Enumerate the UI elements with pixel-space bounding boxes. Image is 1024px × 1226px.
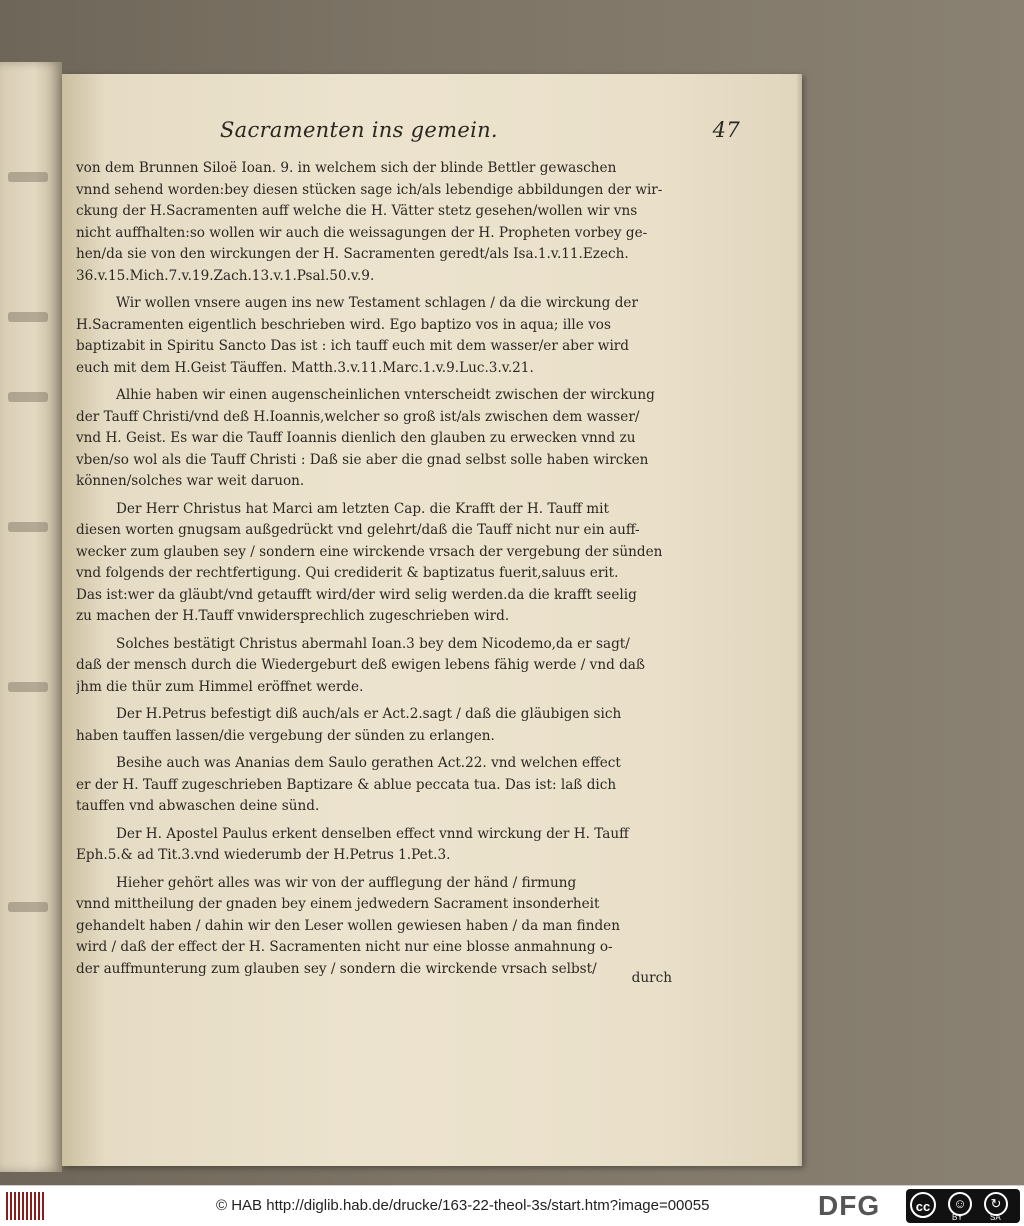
text-line: Der H. Apostel Paulus erkent denselben effect vnnd wirckung der H. Tauff <box>116 825 629 842</box>
catchword: durch <box>631 970 672 986</box>
ink-bleed <box>8 312 48 322</box>
paragraph <box>76 499 676 628</box>
text-line: Eph.5.& ad Tit.3.vnd wiederumb der H.Petrus 1.Pet.3. <box>76 847 451 863</box>
text-line: Wir wollen vnsere augen ins new Testament schlagen / da die wirckung der <box>116 295 638 311</box>
dfg-logo: DFG <box>818 1190 881 1221</box>
text-line: der Tauff Christi/vnd deß H.Ioannis,welcher so groß ist/als zwischen dem wasser/ <box>76 408 640 425</box>
paragraph <box>76 385 676 493</box>
by-label: BY <box>952 1213 963 1222</box>
text-line: Der Herr Christus hat Marci am letzten Cap. die Krafft der H. Tauff mit <box>116 500 609 517</box>
text-line: Alhie haben wir einen augenscheinlichen vnterscheidt zwischen der wirckung <box>116 387 655 403</box>
text-line: Das ist:wer da gläubt/vnd getaufft wird/der wird selig werden.da die krafft seelig <box>76 586 637 603</box>
paragraph <box>76 824 676 867</box>
text-line: 36.v.15.Mich.7.v.19.Zach.13.v.1.Psal.50.v.9. <box>76 267 375 284</box>
running-head-title: Sacramenten ins gemein. <box>220 118 498 142</box>
ink-bleed <box>8 522 48 532</box>
attribution-icon: ☺ <box>948 1192 972 1216</box>
text-line: wecker zum glauben sey / sondern eine wirckende vrsach der vergebung der sünden <box>76 543 663 560</box>
text-line: jhm die thür zum Himmel eröffnet werde. <box>76 678 364 695</box>
paragraph <box>76 158 676 287</box>
text-line: ckung der H.Sacramenten auff welche die H. Vätter stetz gesehen/wollen wir vns <box>76 203 638 219</box>
text-line: tauffen vnd abwaschen deine sünd. <box>76 798 320 814</box>
text-line: nicht auffhalten:so wollen wir auch die weissagungen der H. Propheten vorbey ge- <box>76 224 648 241</box>
viewer-footer <box>0 1185 1024 1226</box>
text-line: Solches bestätigt Christus abermahl Ioan.3 bey dem Nicodemo,da er sagt/ <box>116 635 630 652</box>
ink-bleed <box>8 392 48 402</box>
text-line: baptizabit in Spiritu Sancto Das ist : ich tauff euch mit dem wasser/er aber wird <box>76 338 629 354</box>
text-line: Besihe auch was Ananias dem Saulo gerathen Act.22. vnd welchen effect <box>116 755 621 771</box>
paragraph <box>76 293 676 379</box>
facing-page-edge <box>0 62 62 1172</box>
text-line: Der H.Petrus befestigt diß auch/als er Act.2.sagt / daß die gläubigen sich <box>116 706 622 722</box>
body-text <box>76 158 676 980</box>
text-line: vnd H. Geist. Es war die Tauff Ioannis dienlich den glauben zu erwecken vnnd zu <box>76 430 636 446</box>
book-page <box>62 74 802 1166</box>
running-head <box>220 118 740 146</box>
paragraph <box>76 704 676 747</box>
paragraph <box>76 873 676 981</box>
text-line: H.Sacramenten eigentlich beschrieben wird. Ego baptizo vos in aqua; ille vos <box>76 316 611 333</box>
ink-bleed <box>8 682 48 692</box>
text-line: gehandelt haben / dahin wir den Leser wollen gewiesen haben / da man finden <box>76 917 620 934</box>
paragraph <box>76 634 676 699</box>
text-line: der auffmunterung zum glauben sey / sondern die wirckende vrsach selbst/ <box>76 960 597 977</box>
source-link[interactable]: © HAB http://diglib.hab.de/drucke/163-22-theol-3s/start.htm?image=00055 <box>216 1197 710 1214</box>
cc-icon: cc <box>910 1192 936 1218</box>
text-line: zu machen der H.Tauff vnwidersprechlich zugeschrieben wird. <box>76 608 510 624</box>
text-line: Hieher gehört alles was wir von der aufflegung der händ / firmung <box>116 874 577 891</box>
text-line: von dem Brunnen Siloë Ioan. 9. in welchem sich der blinde Bettler gewaschen <box>76 160 617 176</box>
ink-bleed <box>8 172 48 182</box>
text-line: vnd folgends der rechtfertigung. Qui crediderit & baptizatus fuerit,saluus erit. <box>76 565 619 581</box>
sa-label: SA <box>990 1213 1001 1222</box>
text-line: haben tauffen lassen/die vergebung der sünden zu erlangen. <box>76 727 495 744</box>
paragraph <box>76 753 676 818</box>
ink-bleed <box>8 902 48 912</box>
page-number: 47 <box>712 118 740 142</box>
text-line: er der H. Tauff zugeschrieben Baptizare & ablue peccata tua. Das ist: laß dich <box>76 776 617 793</box>
text-line: diesen worten gnugsam außgedrückt vnd gelehrt/daß die Tauff nicht nur ein auff- <box>76 522 640 538</box>
share-alike-icon: ↻ <box>984 1192 1008 1216</box>
text-line: hen/da sie von den wirckungen der H. Sacramenten geredt/als Isa.1.v.11.Ezech. <box>76 246 629 262</box>
text-line: daß der mensch durch die Wiedergeburt deß ewigen lebens fähig werde / vnd daß <box>76 657 645 673</box>
library-logo <box>6 1192 46 1220</box>
license-badge[interactable] <box>906 1189 1020 1223</box>
text-line: vben/so wol als die Tauff Christi : Daß sie aber die gnad selbst solle haben wircken <box>76 451 649 468</box>
text-line: wird / daß der effect der H. Sacramenten nicht nur eine blosse anmahnung o- <box>76 939 613 955</box>
text-line: euch mit dem H.Geist Täuffen. Matth.3.v.11.Marc.1.v.9.Luc.3.v.21. <box>76 359 534 376</box>
text-line: vnnd mittheilung der gnaden bey einem jedwedern Sacrament insonderheit <box>76 896 600 912</box>
text-line: vnnd sehend worden:bey diesen stücken sage ich/als lebendige abbildungen der wir- <box>76 181 663 198</box>
page-edge-shadow <box>796 74 802 1166</box>
text-line: können/solches war weit daruon. <box>76 473 305 489</box>
